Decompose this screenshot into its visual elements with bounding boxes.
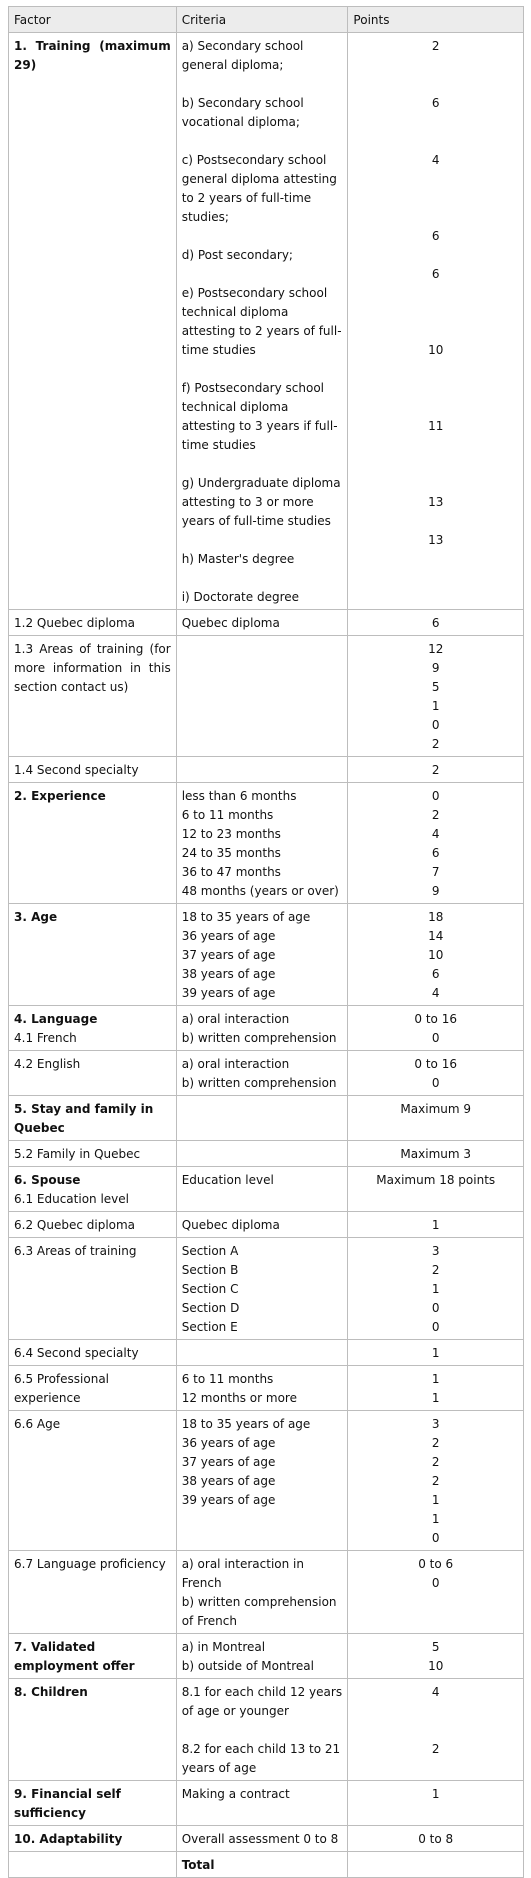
factor-cell: 6.5 Professional experience <box>9 1366 177 1411</box>
points-value: 7 <box>431 865 440 879</box>
factor-sublabel: 6.1 Education level <box>14 1192 129 1206</box>
criteria-line: h) Master's degree <box>181 552 295 566</box>
points-value: 18 <box>428 910 444 924</box>
criteria-line: 37 years of age <box>181 1455 276 1469</box>
criteria-cell: Overall assessment 0 to 8 <box>176 1826 348 1852</box>
criteria-line: g) Undergraduate diploma attesting to 3 or more years of full-time studies <box>181 476 341 528</box>
points-value: 0 <box>431 1320 440 1334</box>
points-value: 11 <box>428 419 444 433</box>
criteria-line: 36 years of age <box>181 929 276 943</box>
points-value: 9 <box>431 661 440 675</box>
table-row <box>9 1366 524 1411</box>
points-cell: 1 <box>348 1212 524 1238</box>
criteria-cell <box>176 1006 348 1051</box>
points-value: 0 <box>431 1031 440 1045</box>
points-value: 3 <box>431 1417 440 1431</box>
table-row <box>9 1679 524 1781</box>
points-cell: 1 <box>348 1781 524 1826</box>
points-value: 1 <box>431 1493 440 1507</box>
points-value: 6 <box>431 967 440 981</box>
factor-cell: 6.4 Second specialty <box>9 1340 177 1366</box>
points-value: 1 <box>431 1391 440 1405</box>
points-value: 6 <box>431 229 440 243</box>
points-value: 6 <box>431 846 440 860</box>
factor-label: 1. Training (maximum 29) <box>14 39 171 72</box>
criteria-cell <box>176 1634 348 1679</box>
points-cell <box>348 33 524 610</box>
points-cell: 6 <box>348 610 524 636</box>
points-cell <box>348 1051 524 1096</box>
points-value: 9 <box>431 884 440 898</box>
factor-cell <box>9 636 177 757</box>
table-row <box>9 1411 524 1551</box>
criteria-line: 12 months or more <box>181 1391 297 1405</box>
points-value: 0 <box>431 1301 440 1315</box>
points-value: 10 <box>428 1659 444 1673</box>
points-value: 0 <box>431 1531 440 1545</box>
points-cell: Maximum 3 <box>348 1141 524 1167</box>
factor-label: 6. Spouse <box>14 1173 81 1187</box>
criteria-cell: Quebec diploma <box>176 610 348 636</box>
factor-cell <box>9 1634 177 1679</box>
points-value: 2 <box>431 39 440 53</box>
criteria-line: a) in Montreal <box>181 1640 266 1654</box>
criteria-cell <box>176 636 348 757</box>
criteria-line: i) Doctorate degree <box>181 590 300 604</box>
criteria-line: a) Secondary school general diploma; <box>181 39 304 72</box>
points-value: 5 <box>431 1640 440 1654</box>
factor-label: 9. Financial self sufficiency <box>14 1787 121 1820</box>
table-row <box>9 904 524 1006</box>
criteria-cell <box>176 1366 348 1411</box>
factor-cell: 6.7 Language proficiency <box>9 1551 177 1634</box>
criteria-line: Section B <box>181 1263 239 1277</box>
points-cell: 2 <box>348 757 524 783</box>
factor-cell <box>9 1852 177 1878</box>
criteria-line: a) oral interaction <box>181 1012 290 1026</box>
points-value: 2 <box>431 1742 440 1756</box>
points-value: 0 <box>431 1076 440 1090</box>
factor-label: 5. Stay and family in Quebec <box>14 1102 154 1135</box>
points-value: 2 <box>431 1474 440 1488</box>
criteria-line: 39 years of age <box>181 986 276 1000</box>
criteria-cell <box>176 1411 348 1551</box>
criteria-line: Section C <box>181 1282 239 1296</box>
factor-sublabel: 4.1 French <box>14 1031 77 1045</box>
factor-cell: 1.4 Second specialty <box>9 757 177 783</box>
factor-label: 4. Language <box>14 1012 98 1026</box>
points-value: 12 <box>428 642 444 656</box>
points-value: 1 <box>431 1512 440 1526</box>
total-row <box>9 1852 524 1878</box>
criteria-cell <box>176 904 348 1006</box>
table-row <box>9 1340 524 1366</box>
points-value: 0 <box>431 789 440 803</box>
criteria-cell: Quebec diploma <box>176 1212 348 1238</box>
selection-grid-table <box>8 6 524 1878</box>
factor-cell <box>9 904 177 1006</box>
criteria-line: 12 to 23 months <box>181 827 281 841</box>
points-value: 1 <box>431 1282 440 1296</box>
criteria-line: a) oral interaction <box>181 1057 290 1071</box>
points-value: 2 <box>431 1436 440 1450</box>
criteria-cell <box>176 1141 348 1167</box>
factor-cell: 5.2 Family in Quebec <box>9 1141 177 1167</box>
criteria-line: Section A <box>181 1244 239 1258</box>
points-value: 0 <box>431 1576 440 1590</box>
table-row <box>9 1167 524 1212</box>
factor-cell: 4.2 English <box>9 1051 177 1096</box>
factor-column-header: Factor <box>9 7 177 33</box>
points-cell <box>348 1551 524 1634</box>
criteria-line: b) written comprehension <box>181 1031 337 1045</box>
table-row <box>9 1141 524 1167</box>
criteria-cell <box>176 1238 348 1340</box>
criteria-line: 24 to 35 months <box>181 846 281 860</box>
factor-cell <box>9 1167 177 1212</box>
criteria-line: 18 to 35 years of age <box>181 1417 311 1431</box>
points-value: 1 <box>431 1372 440 1386</box>
table-row <box>9 33 524 610</box>
criteria-line: b) written comprehension of French <box>181 1595 337 1628</box>
points-cell <box>348 1006 524 1051</box>
criteria-line: 36 to 47 months <box>181 865 281 879</box>
factor-cell: 6.6 Age <box>9 1411 177 1551</box>
points-value: 14 <box>428 929 444 943</box>
table-row <box>9 1006 524 1051</box>
points-value: 1 <box>431 699 440 713</box>
table-row <box>9 1096 524 1141</box>
criteria-line: 8.1 for each child 12 years of age or younger <box>181 1685 343 1718</box>
factor-cell <box>9 1006 177 1051</box>
table-row <box>9 636 524 757</box>
points-value: 6 <box>431 96 440 110</box>
criteria-cell <box>176 1679 348 1781</box>
criteria-cell: Making a contract <box>176 1781 348 1826</box>
criteria-cell <box>176 1551 348 1634</box>
points-value: 13 <box>428 495 444 509</box>
points-cell: 1 <box>348 1340 524 1366</box>
table-header-row <box>9 7 524 33</box>
criteria-line: b) outside of Montreal <box>181 1659 314 1673</box>
points-cell <box>348 1238 524 1340</box>
factor-label: 8. Children <box>14 1685 88 1699</box>
points-value: 2 <box>431 1263 440 1277</box>
criteria-cell <box>176 783 348 904</box>
points-value: 2 <box>431 737 440 751</box>
factor-label: 2. Experience <box>14 789 106 803</box>
table-row <box>9 783 524 904</box>
criteria-line: 6 to 11 months <box>181 808 274 822</box>
points-cell <box>348 783 524 904</box>
table-row <box>9 1781 524 1826</box>
points-value: 6 <box>431 267 440 281</box>
criteria-cell: Education level <box>176 1167 348 1212</box>
factor-label: 7. Validated employment offer <box>14 1640 135 1673</box>
points-value: 3 <box>431 1244 440 1258</box>
criteria-line: b) written comprehension <box>181 1076 337 1090</box>
factor-cell: 6.2 Quebec diploma <box>9 1212 177 1238</box>
factor-cell <box>9 1679 177 1781</box>
table-row <box>9 610 524 636</box>
factor-label: 1.3 Areas of training (for more information in this section contact us) <box>14 642 171 694</box>
points-value: 4 <box>431 827 440 841</box>
points-cell: Maximum 9 <box>348 1096 524 1141</box>
factor-cell <box>9 783 177 904</box>
criteria-line: 48 months (years or over) <box>181 884 339 898</box>
criteria-cell <box>176 1051 348 1096</box>
criteria-cell <box>176 1340 348 1366</box>
criteria-line: 8.2 for each child 13 to 21 years of age <box>181 1742 341 1775</box>
points-cell <box>348 1411 524 1551</box>
table-row <box>9 1826 524 1852</box>
criteria-line: b) Secondary school vocational diploma; <box>181 96 304 129</box>
points-value: 4 <box>431 1685 440 1699</box>
points-value: 0 to 16 <box>414 1057 457 1071</box>
criteria-line: c) Postsecondary school general diploma attesting to 2 years of full-time studies; <box>181 153 337 224</box>
criteria-line: Section E <box>181 1320 238 1334</box>
factor-label: 3. Age <box>14 910 58 924</box>
criteria-cell <box>176 1096 348 1141</box>
criteria-column-header: Criteria <box>176 7 348 33</box>
points-cell <box>348 636 524 757</box>
points-cell <box>348 904 524 1006</box>
points-value: 0 <box>431 718 440 732</box>
points-cell <box>348 1852 524 1878</box>
points-value: 13 <box>428 533 444 547</box>
points-cell <box>348 1634 524 1679</box>
factor-cell <box>9 1826 177 1852</box>
points-value: 10 <box>428 948 444 962</box>
points-cell: Maximum 18 points <box>348 1167 524 1212</box>
table-row <box>9 1051 524 1096</box>
criteria-cell <box>176 757 348 783</box>
criteria-cell <box>176 33 348 610</box>
points-value: 2 <box>431 808 440 822</box>
points-value: 10 <box>428 343 444 357</box>
criteria-line: a) oral interaction in French <box>181 1557 304 1590</box>
points-value: 5 <box>431 680 440 694</box>
points-value: 2 <box>431 1455 440 1469</box>
points-cell: 0 to 8 <box>348 1826 524 1852</box>
table-row <box>9 757 524 783</box>
criteria-line: f) Postsecondary school technical diploma attesting to 3 years if full-time studies <box>181 381 338 452</box>
table-row <box>9 1238 524 1340</box>
factor-cell: 1.2 Quebec diploma <box>9 610 177 636</box>
factor-cell <box>9 33 177 610</box>
points-value: 0 to 16 <box>414 1012 457 1026</box>
criteria-line: less than 6 months <box>181 789 297 803</box>
table-row <box>9 1212 524 1238</box>
factor-label: 10. Adaptability <box>14 1832 123 1846</box>
factor-cell: 6.3 Areas of training <box>9 1238 177 1340</box>
total-label: Total <box>181 1858 215 1872</box>
points-column-header: Points <box>348 7 524 33</box>
factor-cell <box>9 1781 177 1826</box>
criteria-line: e) Postsecondary school technical diploma attesting to 2 years of full-time studies <box>181 286 342 357</box>
points-value: 0 to 6 <box>418 1557 454 1571</box>
factor-cell <box>9 1096 177 1141</box>
criteria-line: 39 years of age <box>181 1493 276 1507</box>
criteria-line: d) Post secondary; <box>181 248 293 262</box>
points-cell <box>348 1366 524 1411</box>
criteria-line: 38 years of age <box>181 1474 276 1488</box>
criteria-line: 36 years of age <box>181 1436 276 1450</box>
criteria-cell <box>176 1852 348 1878</box>
criteria-line: 38 years of age <box>181 967 276 981</box>
criteria-line: 18 to 35 years of age <box>181 910 311 924</box>
points-cell <box>348 1679 524 1781</box>
points-value: 4 <box>431 986 440 1000</box>
criteria-line: 37 years of age <box>181 948 276 962</box>
table-row <box>9 1551 524 1634</box>
points-value: 4 <box>431 153 440 167</box>
table-row <box>9 1634 524 1679</box>
criteria-line: 6 to 11 months <box>181 1372 274 1386</box>
criteria-line: Section D <box>181 1301 240 1315</box>
